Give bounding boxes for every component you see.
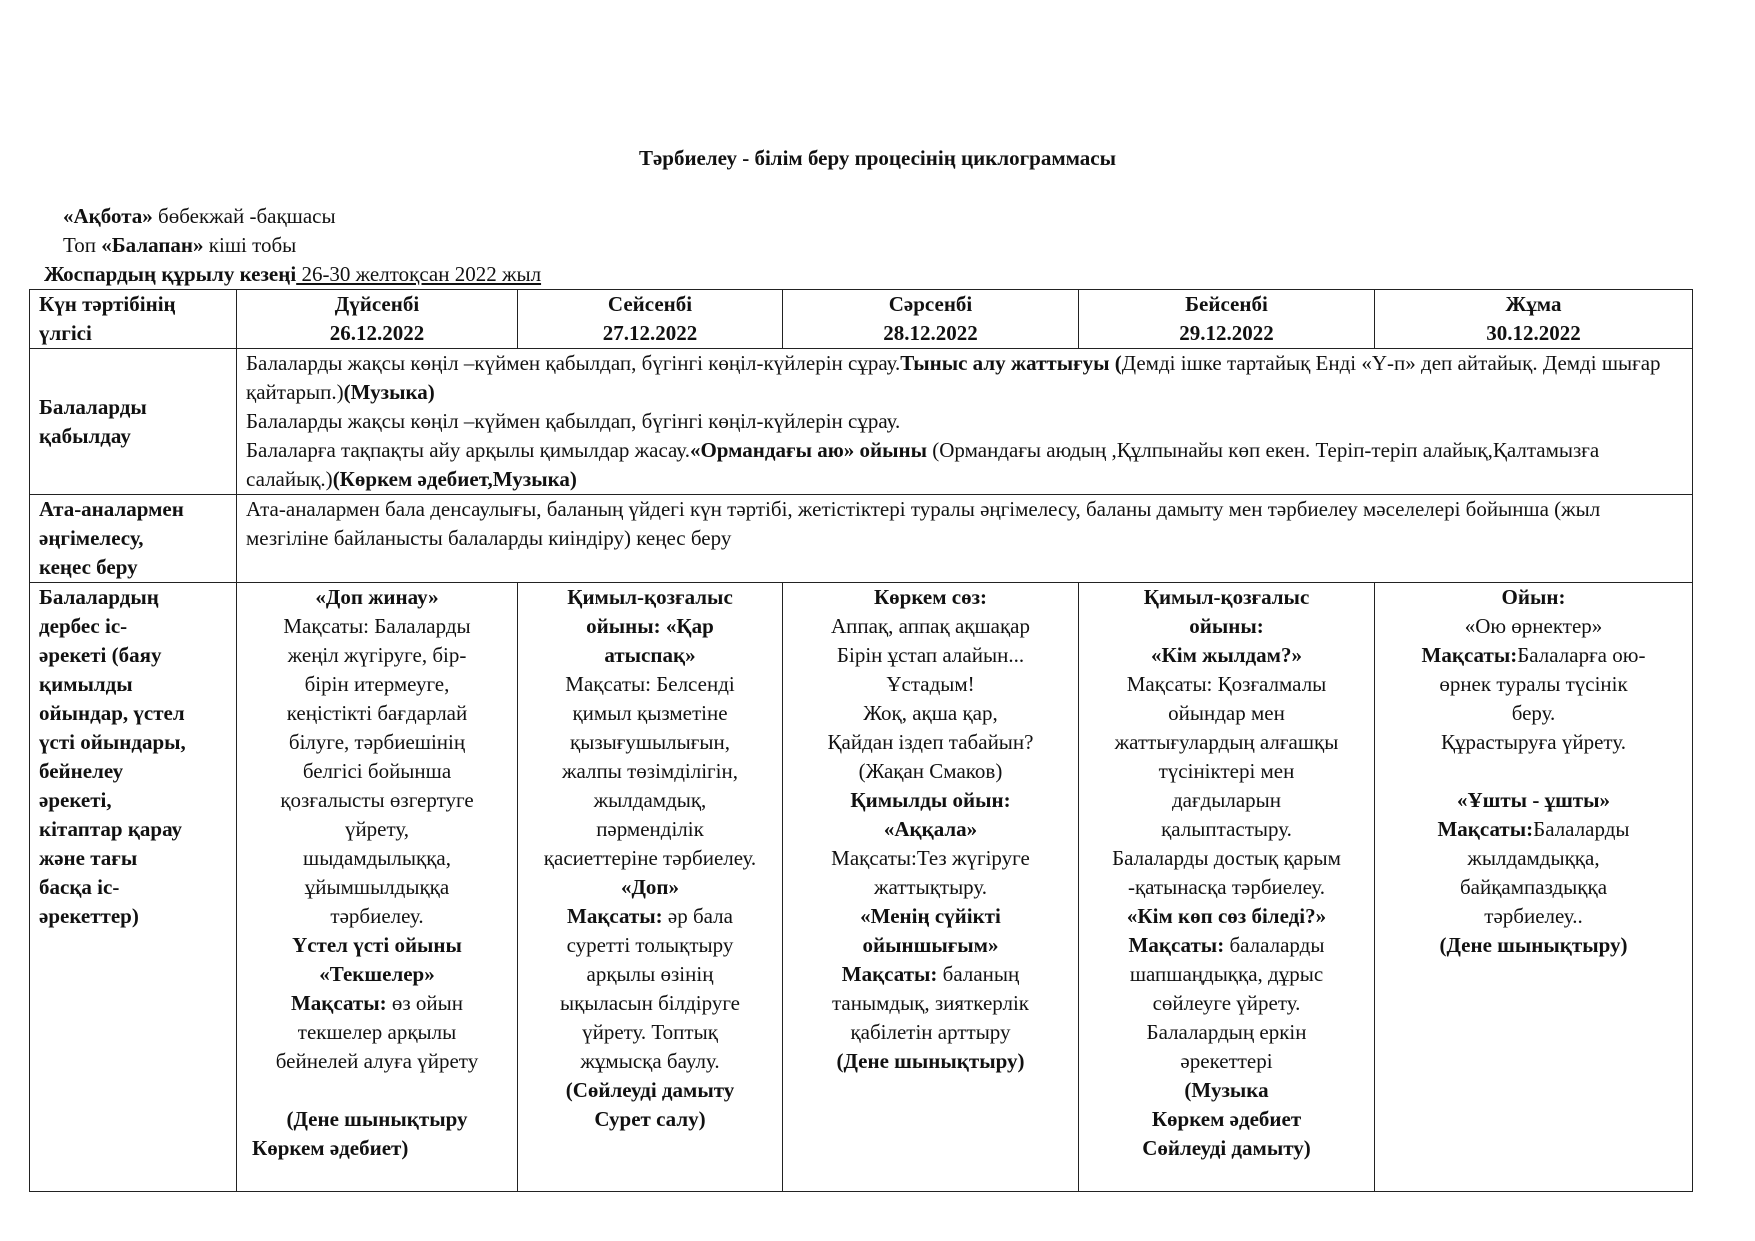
activity-title: Ойын:: [1501, 585, 1566, 609]
game-text: (Ормандағы аюдың ,Құлпынайы көп екен. Теріп-теріп алайық,Қалтамызға салайық.): [246, 438, 1600, 491]
activity-text: өз ойын: [386, 991, 464, 1015]
parents-label-3: кеңес беру: [39, 555, 138, 579]
activity-text: қимыл қызметіне: [572, 701, 728, 725]
day-header-friday: [1375, 290, 1693, 349]
activity-title: «Аққала»: [883, 817, 978, 841]
day-name: Сәрсенбі: [888, 292, 973, 316]
activity-subjects: (Музыка: [1184, 1078, 1269, 1102]
activity-text: бейнелей алуға үйрету: [275, 1049, 479, 1073]
poem-line: Бірін ұстап алайын...: [836, 643, 1025, 667]
activity-label-line: және тағы: [39, 846, 138, 870]
activity-text: қалыптастыру.: [1161, 817, 1292, 841]
activity-title: Қимылды ойын:: [850, 788, 1011, 812]
activity-label-line: әрекеттер): [39, 904, 139, 928]
parents-label-1: Ата-аналармен: [39, 497, 184, 521]
kindergarten-line: [63, 202, 336, 231]
activity-text: дағдыларын: [1171, 788, 1282, 812]
parents-label: [30, 495, 237, 583]
activity-text: баланың: [937, 962, 1020, 986]
activity-text: байқампаздыққа: [1459, 875, 1608, 899]
activity-title: «Текшелер»: [319, 962, 435, 986]
reception-row: [30, 349, 1693, 495]
activity-text: тәрбиелеу.: [330, 904, 424, 928]
activity-text: -қатынасқа тәрбиелеу.: [1127, 875, 1326, 899]
plan-period-label: Жоспардың құрылу кезеңі: [44, 262, 297, 286]
activity-title: «Кім жылдам?»: [1151, 643, 1302, 667]
activity-text: сөйлеуге үйрету.: [1152, 991, 1301, 1015]
activity-label-line: үсті ойындары,: [39, 730, 186, 754]
activity-label-line: әрекеті,: [39, 788, 112, 812]
breathing-exercise-text: Демді ішке тартайық Енді «Ү-п» деп айтайық. Демді шығар қайтарып.): [246, 351, 1661, 404]
activity-text: «Ою өрнектер»: [1464, 614, 1603, 638]
activity-thursday: [1079, 583, 1375, 1192]
activity-text: кеңістікті бағдарлай: [286, 701, 468, 725]
activity-friday: [1375, 583, 1693, 1192]
activity-title: ойыншығым»: [862, 933, 999, 957]
activity-text: танымдық, зияткерлік: [832, 991, 1029, 1015]
activity-title: Қимыл-қозғалыс: [1143, 585, 1310, 609]
goal-label: Мақсаты:: [290, 991, 387, 1015]
schedule-table: [29, 289, 1693, 1192]
activity-text: Мақсаты: Белсенді: [565, 672, 735, 696]
activity-subjects: (Дене шынықтыру: [286, 1107, 468, 1131]
activity-label-line: ойындар, үстел: [39, 701, 185, 725]
activity-text: шыдамдылыққа,: [303, 846, 451, 870]
activity-text: білуге, тәрбиешінің: [288, 730, 466, 754]
activity-subjects: Көркем әдебиет: [1151, 1107, 1302, 1131]
day-name: Дүйсенбі: [334, 292, 420, 316]
activity-subjects: Сурет салу): [594, 1107, 706, 1131]
day-header-tuesday: [518, 290, 783, 349]
goal-label: Мақсаты:: [841, 962, 938, 986]
activity-text: суретті толықтыру: [566, 933, 734, 957]
parents-row: [30, 495, 1693, 583]
day-date: 29.12.2022: [1179, 321, 1274, 345]
activity-label-line: әрекеті (баяу: [39, 643, 162, 667]
day-name: Сейсенбі: [607, 292, 693, 316]
activity-title: «Ұшты - ұшты»: [1456, 788, 1611, 812]
activity-text: Балаларды достық қарым: [1112, 846, 1341, 870]
activity-label-line: басқа іс-: [39, 875, 120, 899]
activity-text: қозғалысты өзгертуге: [280, 788, 474, 812]
page-title: Тәрбиелеу - білім беру процесінің циклограммасы: [638, 146, 1117, 170]
activity-tuesday: [518, 583, 783, 1192]
group-line: [63, 231, 296, 260]
activity-title: «Кім көп сөз біледі?»: [1126, 904, 1327, 928]
activity-subjects: (Дене шынықтыру): [836, 1049, 1025, 1073]
activity-row: [30, 583, 1693, 1192]
activity-text: Мақсаты: Балаларды: [283, 614, 471, 638]
goal-label: Мақсаты:: [1421, 643, 1518, 667]
day-date: 28.12.2022: [883, 321, 978, 345]
day-name: Бейсенбі: [1185, 292, 1268, 316]
activity-text: Мақсаты:Тез жүгіруге: [831, 846, 1030, 870]
activity-text: қабілетін арттыру: [850, 1020, 1011, 1044]
activity-text: жаттықтыру.: [873, 875, 988, 899]
game-title: «Ормандағы аю» ойыны: [689, 438, 928, 462]
activity-text: бірін итермеуге,: [304, 672, 450, 696]
activity-text: жұмысқа баулу.: [580, 1049, 720, 1073]
reception-text: Балаларды жақсы көңіл –күймен қабылдап, бүгінгі көңіл-күйлерін сұрау.: [246, 351, 901, 375]
activity-label-line: дербес іс-: [39, 614, 128, 638]
reception-content: [237, 349, 1693, 495]
activity-text: ықыласын білдіруге: [559, 991, 741, 1015]
game-subjects: (Көркем әдебиет,Музыка): [332, 467, 577, 491]
activity-text: жылдамдық,: [593, 788, 707, 812]
poem-line: Ұстадым!: [886, 672, 975, 696]
activity-text: текшелер арқылы: [297, 1020, 457, 1044]
activity-text: ұйымшылдыққа: [304, 875, 450, 899]
activity-wednesday: [783, 583, 1079, 1192]
activity-monday: [237, 583, 518, 1192]
activity-text: үйрету,: [344, 817, 410, 841]
activity-label-line: Балалардың: [39, 585, 159, 609]
goal-label: Мақсаты:: [1437, 817, 1534, 841]
activity-label-line: бейнелеу: [39, 759, 124, 783]
activity-subjects: (Дене шынықтыру): [1439, 933, 1628, 957]
kindergarten-suffix: бөбекжай -бақшасы: [152, 204, 336, 228]
activity-text: қасиеттеріне тәрбиелеу.: [543, 846, 757, 870]
activity-title: «Менің сүйікті: [860, 904, 1001, 928]
activity-text: ойындар мен: [1168, 701, 1285, 725]
activity-subjects: (Сөйлеуді дамыту: [565, 1078, 735, 1102]
activity-text: Балаларға ою-: [1517, 643, 1646, 667]
goal-label: Мақсаты:: [1128, 933, 1225, 957]
activity-text: жеңіл жүгіруге, бір-: [287, 643, 467, 667]
poem-line: Қайдан іздеп табайын?: [827, 730, 1034, 754]
day-header-wednesday: [783, 290, 1079, 349]
header-row: [30, 290, 1693, 349]
day-header-thursday: [1079, 290, 1375, 349]
plan-period-value: 26-30 желтоқсан 2022 жыл: [296, 262, 542, 286]
activity-title: ойыны: «Қар: [586, 614, 714, 638]
activity-text: әрекеттері: [1180, 1049, 1273, 1073]
activity-text: тәрбиелеу..: [1484, 904, 1583, 928]
activity-text: жылдамдыққа,: [1467, 846, 1600, 870]
group-prefix: Топ: [63, 233, 102, 257]
day-date: 27.12.2022: [602, 321, 698, 345]
corner-header-cell: [30, 290, 237, 349]
activity-title: «Доп жинау»: [315, 585, 439, 609]
day-date: 26.12.2022: [329, 321, 425, 345]
activity-subjects: Сөйлеуді дамыту): [1142, 1136, 1311, 1160]
activity-title: Үстел үсті ойыны: [292, 933, 462, 957]
activity-title: ойыны:: [1189, 614, 1264, 638]
activity-text: жалпы төзімділігін,: [562, 759, 738, 783]
activity-text: пәрменділік: [596, 817, 704, 841]
parents-label-2: әңгімелесу,: [39, 526, 144, 550]
activity-text: түсініктері мен: [1158, 759, 1295, 783]
day-date: 30.12.2022: [1486, 321, 1581, 345]
activity-text: балаларды: [1224, 933, 1325, 957]
activity-text: шапшаңдыққа, дұрыс: [1129, 962, 1324, 986]
group-name: «Балапан»: [101, 233, 204, 257]
corner-label-1: Күн тәртібінің: [39, 292, 176, 316]
activity-text: белгісі бойынша: [302, 759, 452, 783]
activity-title: Қимыл-қозғалыс: [567, 585, 733, 609]
activity-text: Балалардың еркін: [1146, 1020, 1307, 1044]
activity-text: Балаларды: [1533, 817, 1630, 841]
activity-subjects: Көркем әдебиет): [252, 1136, 409, 1160]
goal-label: Мақсаты:: [567, 904, 663, 928]
corner-label-2: үлгісі: [39, 321, 92, 345]
activity-text: Құрастыруға үйрету.: [1441, 730, 1626, 754]
group-suffix: кіші тобы: [203, 233, 297, 257]
activity-title: Көркем сөз:: [873, 585, 988, 609]
day-name: Жұма: [1505, 292, 1562, 316]
activity-title: «Доп»: [620, 875, 680, 899]
activity-text: Мақсаты: Қозғалмалы: [1126, 672, 1327, 696]
activity-text: қызығушылығын,: [570, 730, 730, 754]
activity-text: жаттығулардың алғашқы: [1114, 730, 1339, 754]
breathing-exercise-subject: (Музыка): [343, 380, 435, 404]
activity-label-line: кітаптар қарау: [39, 817, 183, 841]
reception-text-2: Балаларды жақсы көңіл –күймен қабылдап, бүгінгі көңіл-күйлерін сұрау.: [246, 409, 901, 433]
activity-text: үйрету. Топтық: [582, 1020, 718, 1044]
activity-text: беру.: [1511, 701, 1556, 725]
reception-label: Балаларды қабылдау: [30, 349, 237, 495]
poem-author: (Жақан Смаков): [858, 759, 1003, 783]
activity-title: атыспақ»: [604, 643, 696, 667]
kindergarten-name: «Ақбота»: [63, 204, 153, 228]
activity-label: [30, 583, 237, 1192]
reception-text-3: Балаларға тақпақты айу арқылы қимылдар жасау.: [246, 438, 690, 462]
activity-text: әр бала: [662, 904, 733, 928]
plan-period-line: [44, 260, 541, 289]
activity-label-line: қимылды: [39, 672, 133, 696]
day-header-monday: [237, 290, 518, 349]
activity-text: арқылы өзінің: [586, 962, 714, 986]
breathing-exercise-title: Тыныс алу жаттығуы (: [900, 351, 1122, 375]
poem-line: Аппақ, аппақ ақшақар: [831, 614, 1030, 638]
activity-text: өрнек туралы түсінік: [1439, 672, 1628, 696]
parents-content: Ата-аналармен бала денсаулығы, баланың үйдегі күн тәртібі, жетістіктері туралы әңгімелесу, баланы дамыту мен тәрбиелеу мәселелері бойынша (жыл мезгіліне байланысты балаларды киіндіру) кеңес беру: [237, 495, 1693, 583]
poem-line: Жоқ, ақша қар,: [863, 701, 998, 725]
